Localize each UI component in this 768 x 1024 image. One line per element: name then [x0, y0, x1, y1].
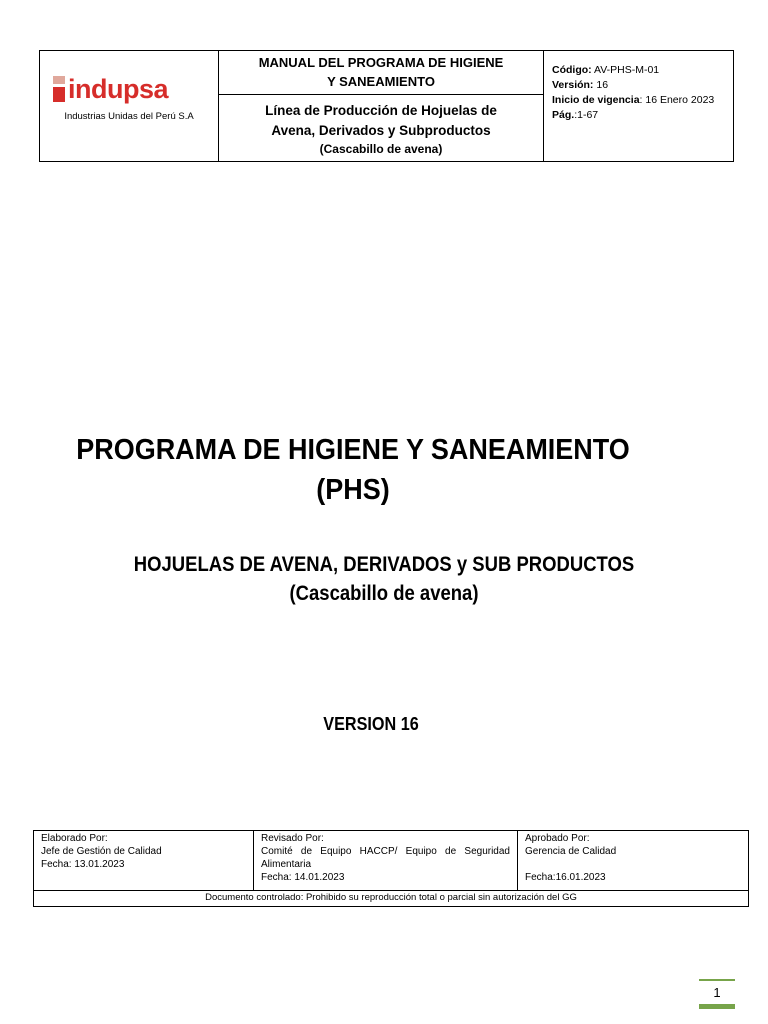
document-header-table: [39, 50, 734, 162]
main-title-line2: (PHS): [316, 474, 390, 506]
subtitle-line2: (Cascabillo de avena): [289, 582, 479, 605]
version-label: VERSION 16: [323, 714, 419, 734]
controlled-document-notice: Documento controlado: Prohibido su reproducción total o parcial sin autorización del GG: [205, 892, 577, 903]
manual-title: [219, 51, 543, 95]
company-name: Industrias Unidas del Perú S.A: [64, 111, 194, 122]
manual-title-line1: MANUAL DEL PROGRAMA DE HIGIENE: [258, 55, 504, 70]
title-cell: [219, 51, 544, 161]
logo-cell: [40, 51, 219, 161]
page-range: Pág.:1-67: [552, 109, 599, 121]
document-version: Versión: 16: [552, 79, 609, 91]
production-line-title-2: Avena, Derivados y Subproductos: [271, 123, 491, 138]
document-info-cell: [544, 51, 733, 161]
page-number: 1: [699, 979, 735, 1009]
approved-cell: [518, 831, 748, 890]
approval-table: [33, 830, 749, 907]
production-line-title-1: Línea de Producción de Hojuelas de: [265, 103, 497, 118]
reviewed-cell: [254, 831, 518, 890]
manual-title-line2: Y SANEAMIENTO: [327, 74, 435, 89]
validity-start: Inicio de vigencia: 16 Enero 2023: [552, 94, 715, 106]
document-code: Código: AV-PHS-M-01: [552, 64, 660, 76]
production-line-subtitle: (Cascabillo de avena): [319, 142, 443, 156]
reviewed-label: Revisado Por:: [261, 833, 324, 844]
approved-name: Gerencia de Calidad: [525, 846, 617, 857]
elaborated-cell: [34, 831, 254, 890]
approved-date: Fecha:16.01.2023: [525, 872, 606, 883]
approved-label: Aprobado Por:: [525, 833, 590, 844]
elaborated-date: Fecha: 13.01.2023: [41, 859, 125, 870]
reviewed-name-line1: Comité de Equipo HACCP/ Equipo de Seguridad: [261, 846, 510, 857]
production-line-title: [219, 95, 543, 141]
main-title: [25, 430, 682, 510]
company-logo: [53, 75, 168, 103]
elaborated-name: Jefe de Gestión de Calidad: [41, 846, 162, 857]
elaborated-label: Elaborado Por:: [41, 833, 108, 844]
approval-row: [34, 831, 748, 891]
reviewed-date: Fecha: 14.01.2023: [261, 872, 345, 883]
logo-text: indupsa: [68, 74, 169, 104]
reviewed-name-line2: Alimentaria: [261, 859, 312, 870]
logo-mark-icon: [53, 76, 65, 102]
subtitle-line1: HOJUELAS DE AVENA, DERIVADOS y SUB PRODUCTOS: [133, 553, 635, 576]
main-title-line1: PROGRAMA DE HIGIENE Y SANEAMIENTO: [76, 434, 630, 466]
subtitle: [46, 550, 722, 608]
